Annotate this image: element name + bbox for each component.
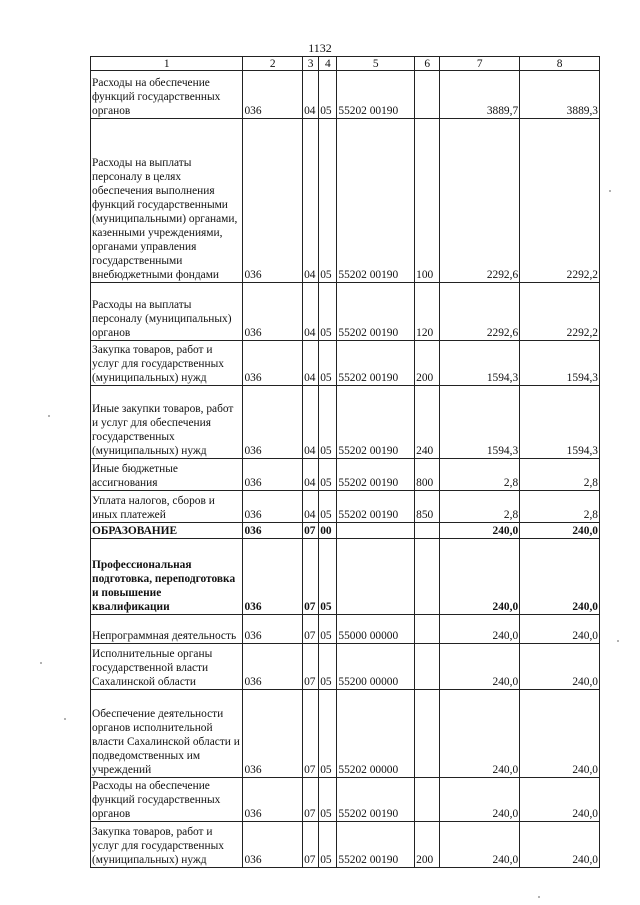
table-row: [91, 459, 600, 491]
cell-amount-executed: 2,8: [520, 491, 600, 523]
cell-section: 07: [303, 523, 319, 539]
table-row: [91, 491, 600, 523]
cell-target-article: 55202 00190: [337, 459, 415, 491]
table-row: [91, 283, 600, 341]
cell-subsection: 05: [319, 283, 337, 341]
cell-target-article: 55202 00190: [337, 283, 415, 341]
header-cell-2: 2: [243, 57, 303, 71]
cell-section: 04: [303, 386, 319, 459]
scan-speck: [538, 896, 540, 898]
cell-expense-type: [415, 644, 440, 690]
scan-speck: [48, 415, 50, 417]
cell-subsection: 05: [319, 491, 337, 523]
cell-expense-type: 120: [415, 283, 440, 341]
cell-ministry: 036: [243, 778, 303, 822]
cell-amount-planned: 240,0: [440, 644, 520, 690]
cell-name: Иные бюджетные ассигнования: [91, 459, 243, 491]
cell-section: 04: [303, 459, 319, 491]
cell-ministry: 036: [243, 615, 303, 644]
cell-target-article: 55202 00190: [337, 822, 415, 868]
header-cell-5: 5: [337, 57, 415, 71]
cell-amount-planned: 2292,6: [440, 283, 520, 341]
cell-amount-planned: 3889,7: [440, 71, 520, 119]
cell-amount-executed: 240,0: [520, 615, 600, 644]
table-row: [91, 523, 600, 539]
cell-section: 04: [303, 341, 319, 386]
cell-subsection: 05: [319, 539, 337, 615]
cell-section: 07: [303, 822, 319, 868]
cell-amount-planned: 2,8: [440, 459, 520, 491]
cell-amount-planned: 2292,6: [440, 119, 520, 283]
cell-name: ОБРАЗОВАНИЕ: [91, 523, 243, 539]
cell-section: 07: [303, 690, 319, 778]
scan-speck: [609, 190, 611, 192]
table-row: [91, 386, 600, 459]
table-row: [91, 778, 600, 822]
cell-amount-planned: 240,0: [440, 523, 520, 539]
cell-target-article: 55202 00000: [337, 690, 415, 778]
cell-section: 04: [303, 283, 319, 341]
table-row: [91, 644, 600, 690]
cell-ministry: 036: [243, 822, 303, 868]
cell-amount-planned: 2,8: [440, 491, 520, 523]
cell-amount-executed: 3889,3: [520, 71, 600, 119]
cell-section: 07: [303, 644, 319, 690]
cell-target-article: [337, 539, 415, 615]
cell-subsection: 05: [319, 822, 337, 868]
cell-ministry: 036: [243, 459, 303, 491]
cell-target-article: 55202 00190: [337, 491, 415, 523]
cell-target-article: 55200 00000: [337, 644, 415, 690]
cell-expense-type: 200: [415, 822, 440, 868]
cell-amount-planned: 240,0: [440, 778, 520, 822]
cell-name: Закупка товаров, работ и услуг для государственных (муниципальных) нужд: [91, 341, 243, 386]
cell-amount-planned: 1594,3: [440, 341, 520, 386]
cell-section: 07: [303, 539, 319, 615]
cell-name: Расходы на выплаты персоналу в целях обеспечения выполнения функций государственными (муниципальными) органами, казенными учреждениями, органами управления государственными внебюджетными фондами: [91, 119, 243, 283]
cell-expense-type: [415, 523, 440, 539]
header-cell-8: 8: [520, 57, 600, 71]
table-row: [91, 341, 600, 386]
cell-target-article: 55202 00190: [337, 119, 415, 283]
budget-table: [90, 56, 600, 868]
cell-amount-executed: 240,0: [520, 690, 600, 778]
cell-subsection: 05: [319, 386, 337, 459]
cell-section: 07: [303, 615, 319, 644]
cell-ministry: 036: [243, 539, 303, 615]
scan-speck: [40, 662, 42, 664]
cell-ministry: 036: [243, 71, 303, 119]
cell-subsection: 05: [319, 644, 337, 690]
cell-subsection: 05: [319, 71, 337, 119]
cell-expense-type: 200: [415, 341, 440, 386]
table-row: [91, 822, 600, 868]
cell-expense-type: [415, 539, 440, 615]
cell-amount-executed: 240,0: [520, 644, 600, 690]
cell-amount-planned: 1594,3: [440, 386, 520, 459]
cell-subsection: 05: [319, 778, 337, 822]
cell-name: Исполнительные органы государственной власти Сахалинской области: [91, 644, 243, 690]
scan-speck: [64, 718, 66, 720]
cell-ministry: 036: [243, 644, 303, 690]
cell-amount-planned: 240,0: [440, 615, 520, 644]
cell-amount-planned: 240,0: [440, 690, 520, 778]
header-cell-1: 1: [91, 57, 243, 71]
cell-section: 04: [303, 491, 319, 523]
table-row: [91, 119, 600, 283]
cell-ministry: 036: [243, 491, 303, 523]
cell-amount-executed: 240,0: [520, 539, 600, 615]
table-row: [91, 539, 600, 615]
header-cell-6: 6: [415, 57, 440, 71]
cell-subsection: 05: [319, 119, 337, 283]
cell-expense-type: [415, 615, 440, 644]
cell-name: Профессиональная подготовка, переподготовка и повышение квалификации: [91, 539, 243, 615]
cell-expense-type: 850: [415, 491, 440, 523]
header-cell-7: 7: [440, 57, 520, 71]
cell-target-article: [337, 523, 415, 539]
cell-section: 04: [303, 71, 319, 119]
cell-target-article: 55202 00190: [337, 386, 415, 459]
cell-section: 04: [303, 119, 319, 283]
cell-name: Закупка товаров, работ и услуг для государственных (муниципальных) нужд: [91, 822, 243, 868]
cell-subsection: 05: [319, 341, 337, 386]
cell-amount-executed: 2292,2: [520, 119, 600, 283]
cell-amount-planned: 240,0: [440, 539, 520, 615]
cell-section: 07: [303, 778, 319, 822]
cell-target-article: 55202 00190: [337, 778, 415, 822]
cell-amount-executed: 240,0: [520, 523, 600, 539]
cell-ministry: 036: [243, 119, 303, 283]
cell-subsection: 05: [319, 615, 337, 644]
cell-expense-type: 100: [415, 119, 440, 283]
cell-name: Непрограммная деятельность: [91, 615, 243, 644]
cell-name: Расходы на выплаты персоналу (муниципальных) органов: [91, 283, 243, 341]
cell-subsection: 05: [319, 459, 337, 491]
cell-expense-type: 240: [415, 386, 440, 459]
cell-amount-planned: 240,0: [440, 822, 520, 868]
page-number: 1132: [308, 41, 332, 55]
table-row: [91, 71, 600, 119]
cell-ministry: 036: [243, 386, 303, 459]
cell-amount-executed: 240,0: [520, 822, 600, 868]
cell-amount-executed: 2292,2: [520, 283, 600, 341]
cell-ministry: 036: [243, 690, 303, 778]
table-header-row: [91, 57, 600, 71]
cell-ministry: 036: [243, 283, 303, 341]
cell-name: Расходы на обеспечение функций государственных органов: [91, 71, 243, 119]
cell-amount-executed: 1594,3: [520, 341, 600, 386]
header-cell-3: 3: [303, 57, 319, 71]
cell-target-article: 55202 00190: [337, 71, 415, 119]
table-row: [91, 615, 600, 644]
cell-amount-executed: 2,8: [520, 459, 600, 491]
header-cell-4: 4: [319, 57, 337, 71]
table-row: [91, 690, 600, 778]
cell-name: Обеспечение деятельности органов исполнительной власти Сахалинской области и подведомственных им учреждений: [91, 690, 243, 778]
cell-amount-executed: 1594,3: [520, 386, 600, 459]
cell-target-article: 55202 00190: [337, 341, 415, 386]
cell-subsection: 00: [319, 523, 337, 539]
cell-name: Иные закупки товаров, работ и услуг для обеспечения государственных (муниципальных) нужд: [91, 386, 243, 459]
cell-subsection: 05: [319, 690, 337, 778]
cell-ministry: 036: [243, 523, 303, 539]
cell-target-article: 55000 00000: [337, 615, 415, 644]
cell-expense-type: 800: [415, 459, 440, 491]
scan-speck: [617, 640, 619, 642]
cell-expense-type: [415, 778, 440, 822]
cell-name: Расходы на обеспечение функций государственных органов: [91, 778, 243, 822]
cell-amount-executed: 240,0: [520, 778, 600, 822]
cell-name: Уплата налогов, сборов и иных платежей: [91, 491, 243, 523]
cell-expense-type: [415, 690, 440, 778]
cell-expense-type: [415, 71, 440, 119]
cell-ministry: 036: [243, 341, 303, 386]
